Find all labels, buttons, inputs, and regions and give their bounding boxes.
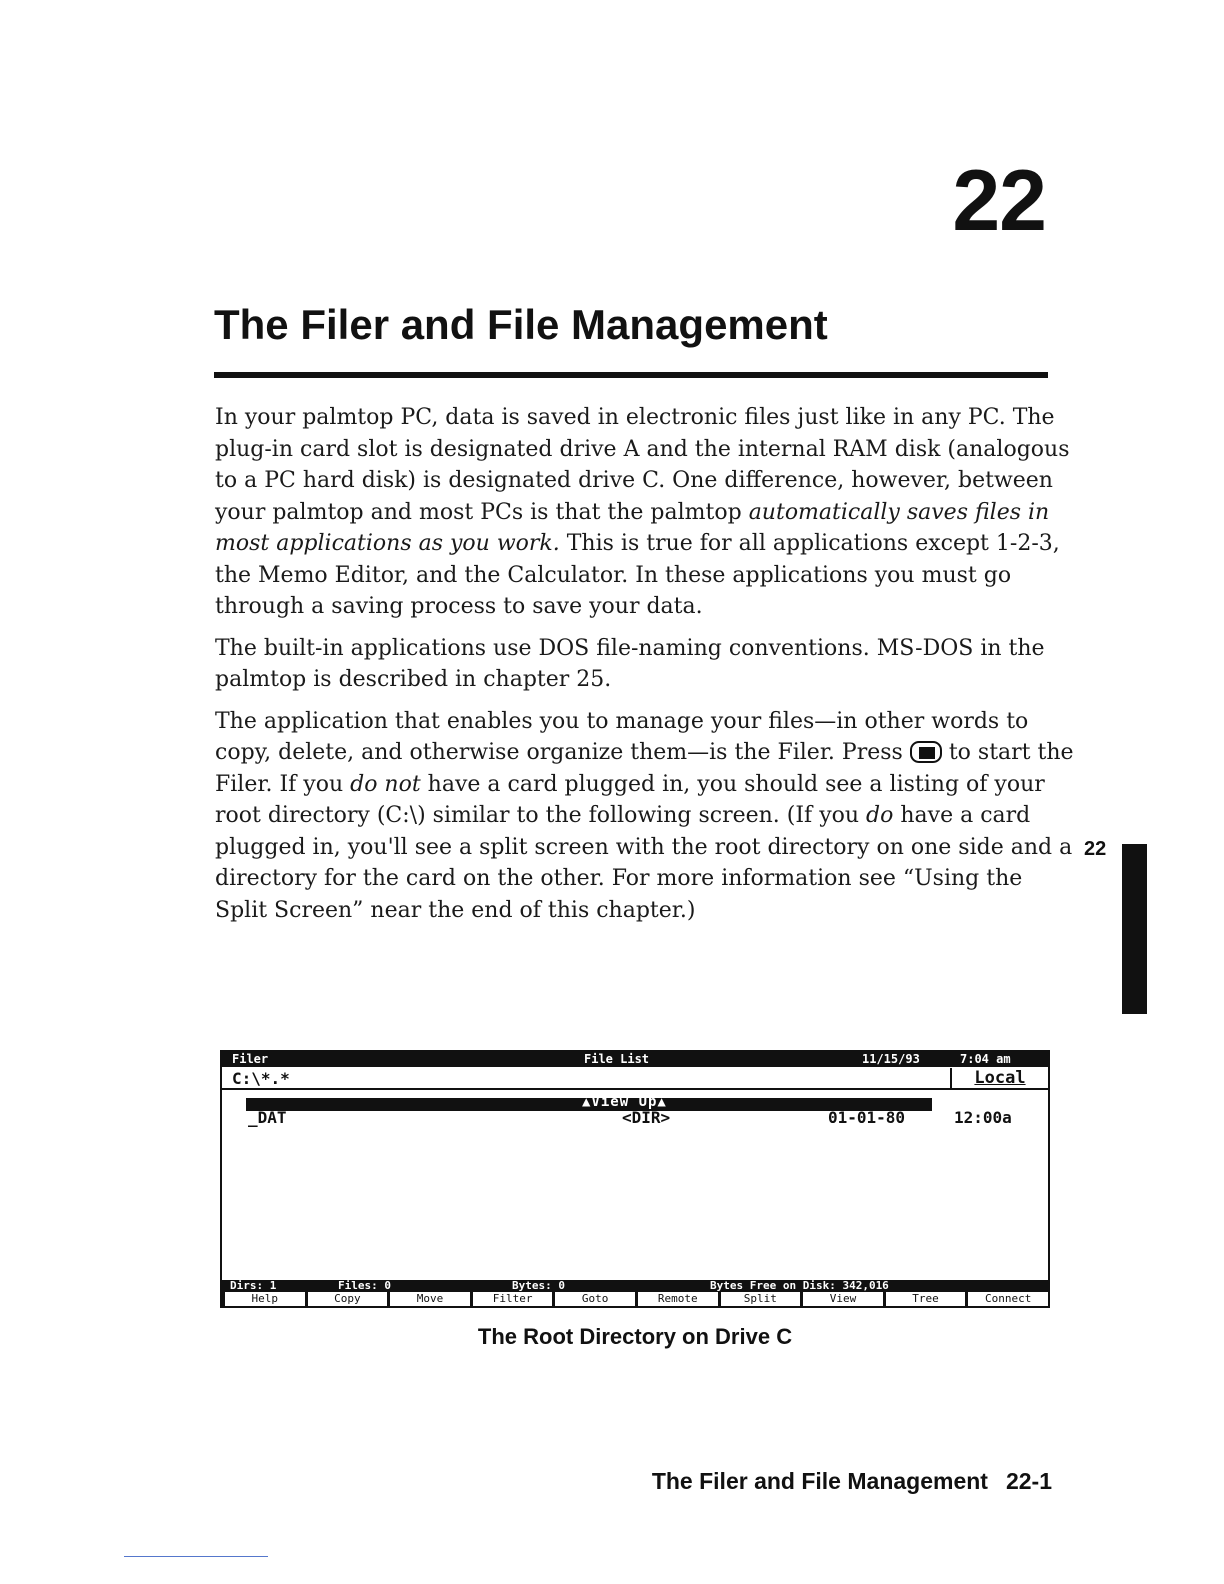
page-number: 22-1	[1005, 1468, 1052, 1494]
app-name: Filer	[232, 1052, 269, 1066]
paragraph-3: The application that enables you to manage your files—in other words to copy, delete, and otherwise organize them—is the Filer. Press to start the Filer. If you do not have a card plugged in, you should see a listing of your root directory (C:\) similar to the following screen. (If you do have a card plugged in, you'll see a split screen with the root directory on one side and a directory for the card on the other. For more information see “Using the Split Screen” near the end of this chapter.)	[215, 708, 1074, 923]
fkey-goto[interactable]: Goto	[552, 1292, 635, 1306]
thumb-tab-label: 22	[1084, 838, 1107, 860]
fkey-tree[interactable]: Tree	[883, 1292, 966, 1306]
page-footer	[652, 1468, 1052, 1495]
emphasis: automatically saves files in most applications as you work.	[215, 499, 1050, 556]
footer-title: The Filer and File Management	[651, 1468, 988, 1494]
filer-screenshot	[220, 1050, 1050, 1308]
date: 11/15/93	[862, 1052, 920, 1066]
chapter-title: The Filer and File Management	[214, 301, 828, 348]
view-up-label[interactable]: ▲View Up▲	[582, 1094, 667, 1110]
function-key-bar	[222, 1292, 1048, 1306]
filer-key-icon	[910, 741, 942, 763]
fkey-remote[interactable]: Remote	[635, 1292, 718, 1306]
view-name: File List	[584, 1052, 650, 1066]
fkey-move[interactable]: Move	[387, 1292, 470, 1306]
fkey-copy[interactable]: Copy	[305, 1292, 388, 1306]
paragraph-2: The built-in applications use DOS file-naming conventions. MS-DOS in the palmtop is described in chapter 25.	[215, 635, 1045, 692]
status-bar: Dirs: 1 Files: 0 Bytes: 0 Bytes Free on Disk: 342,016	[222, 1280, 1048, 1292]
fkey-view[interactable]: View	[800, 1292, 883, 1306]
path-filter: C:\*.*	[232, 1069, 290, 1088]
filer-title-bar	[222, 1052, 1048, 1067]
figure-caption: The Root Directory on Drive C	[477, 1324, 793, 1349]
title-rule	[214, 372, 1048, 378]
fkey-filter[interactable]: Filter	[470, 1292, 553, 1306]
entry-type: <DIR>	[622, 1108, 671, 1127]
location-label: Local	[950, 1068, 1048, 1088]
fkey-split[interactable]: Split	[718, 1292, 801, 1306]
fkey-help[interactable]: Help	[222, 1292, 305, 1306]
entry-time: 12:00a	[954, 1108, 1012, 1127]
entry-date: 01-01-80	[828, 1108, 906, 1127]
chapter-number: 22	[952, 153, 1046, 249]
fkey-connect[interactable]: Connect	[965, 1292, 1048, 1306]
time: 7:04 am	[960, 1052, 1011, 1066]
path-row	[222, 1068, 1048, 1090]
paragraph-1: In your palmtop PC, data is saved in electronic files just like in any PC. The plug-in card slot is designated drive A and the internal RAM disk (analogous to a PC hard disk) is designated drive C. One difference, however, between your palmtop and most PCs is that the palmtop automatically saves files in most applications as you work. This is true for all applications except 1-2-3, the Memo Editor, and the Calculator. In these applications you must go through a saving process to save your data.	[215, 405, 1070, 619]
thumb-tab-bar	[1122, 844, 1147, 1014]
entry-name[interactable]: _DAT	[248, 1108, 287, 1127]
bottom-line	[124, 1556, 268, 1557]
body-text	[215, 402, 1075, 936]
